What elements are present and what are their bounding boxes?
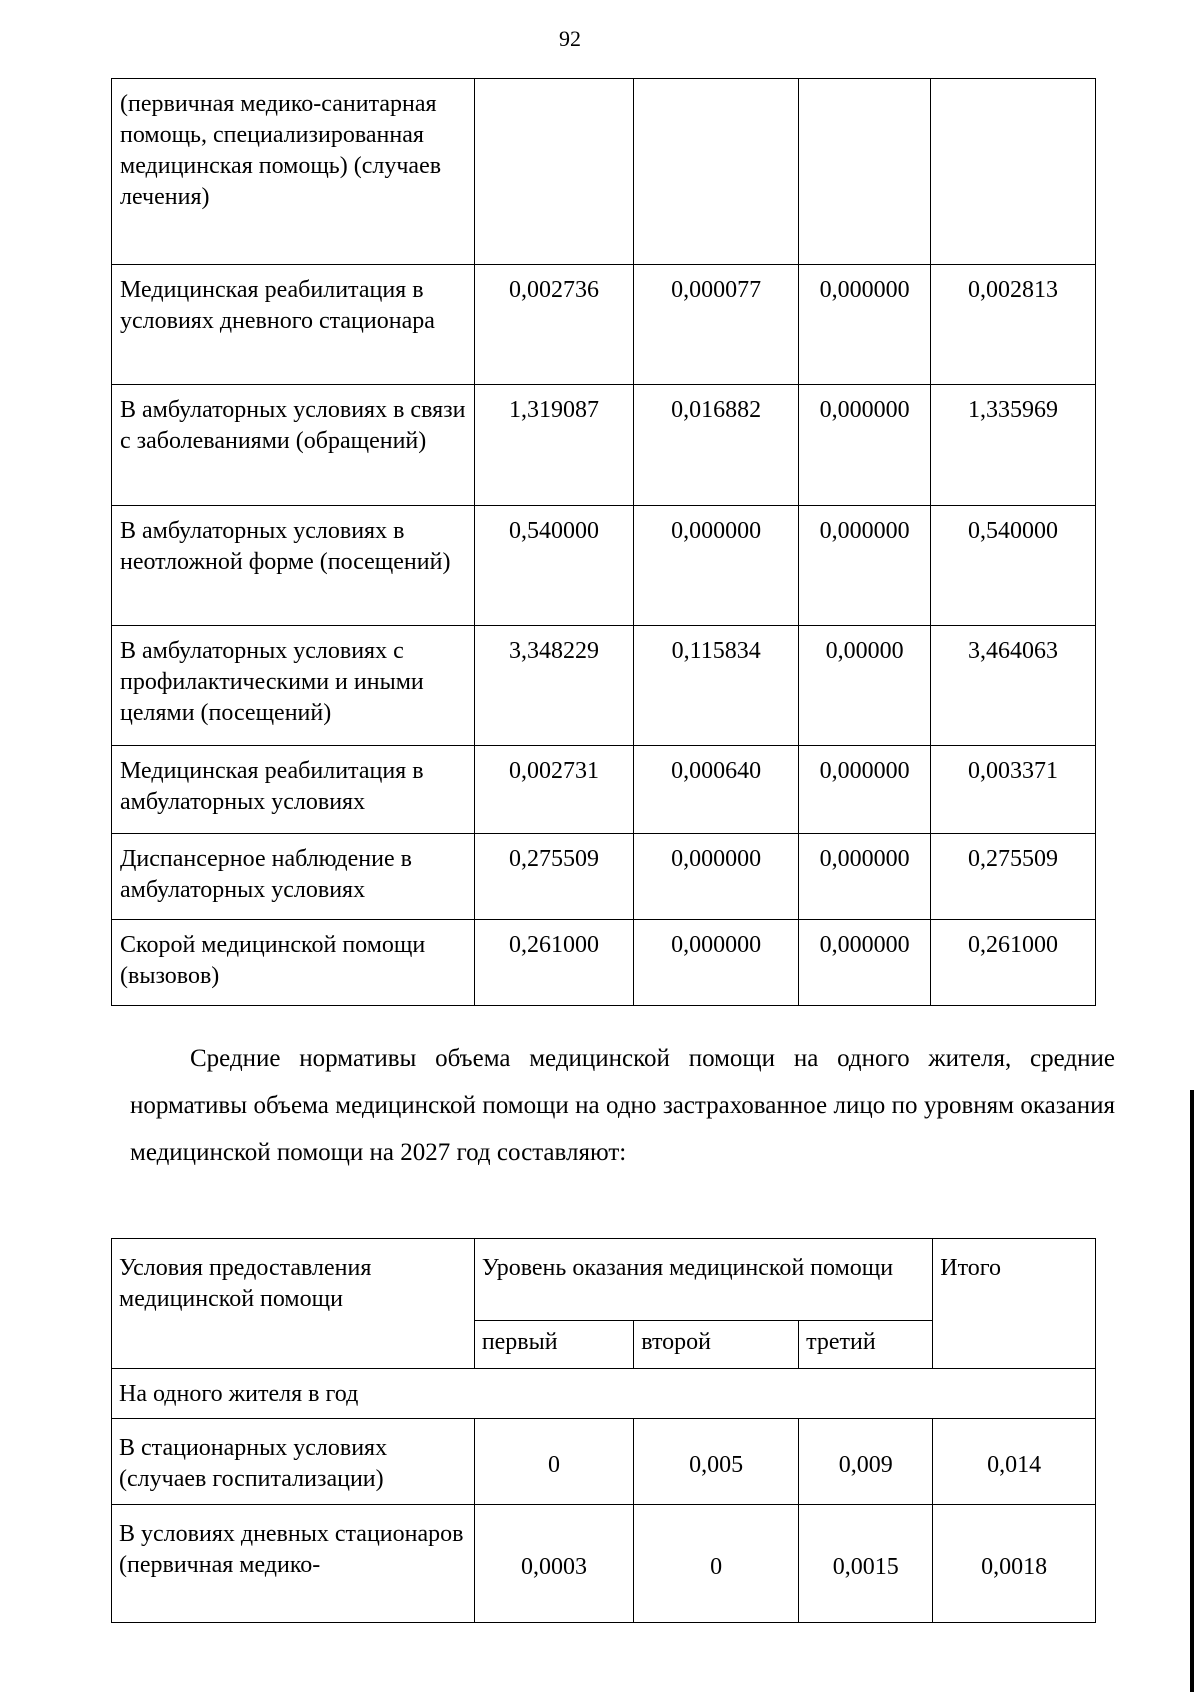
normatives-table-body <box>112 79 1096 1006</box>
value-total: 0,275509 <box>931 834 1096 920</box>
value-total: 0,261000 <box>931 920 1096 1006</box>
row-label: (первичная медико-санитарная помощь, специализированная медицинская помощь) (случаев лечения) <box>112 79 475 265</box>
value-third: 0,009 <box>799 1419 933 1505</box>
value-second: 0,000000 <box>634 506 799 626</box>
section-label: На одного жителя в год <box>112 1369 1096 1419</box>
table-row <box>112 920 1096 1006</box>
value-second: 0,016882 <box>634 385 799 506</box>
header-level: Уровень оказания медицинской помощи <box>474 1239 932 1321</box>
value-third: 0,000000 <box>799 385 931 506</box>
row-label: В условиях дневных стационаров (первичная медико- <box>112 1505 475 1623</box>
table-row <box>112 626 1096 746</box>
value-third: 0,000000 <box>799 265 931 385</box>
value-total: 1,335969 <box>931 385 1096 506</box>
value-second: 0,000000 <box>634 920 799 1006</box>
section-row <box>112 1369 1096 1419</box>
value-third: 0,0015 <box>799 1505 933 1623</box>
row-label: Диспансерное наблюдение в амбулаторных условиях <box>112 834 475 920</box>
table-row <box>112 1505 1096 1623</box>
table-row <box>112 834 1096 920</box>
header-level-first: первый <box>474 1321 633 1369</box>
value-total: 3,464063 <box>931 626 1096 746</box>
table-row <box>112 79 1096 265</box>
value-first: 1,319087 <box>474 385 633 506</box>
body-paragraph-text: Средние нормативы объема медицинской помощи на одного жителя, средние нормативы объема медицинской помощи на одно застрахованное лицо по уровням оказания медицинской помощи на 2027 год составляют: <box>130 1045 1115 1166</box>
header-conditions: Условия предоставления медицинской помощи <box>112 1239 475 1369</box>
value-first: 0,261000 <box>474 920 633 1006</box>
value-third: 0,000000 <box>799 920 931 1006</box>
table-row <box>112 1419 1096 1505</box>
normatives-table-continued <box>111 78 1096 1006</box>
normatives-2027-table <box>111 1238 1096 1623</box>
value-second: 0,000640 <box>634 746 799 834</box>
value-first: 3,348229 <box>474 626 633 746</box>
header-level-second: второй <box>634 1321 799 1369</box>
value-first: 0,540000 <box>474 506 633 626</box>
header-row <box>112 1239 1096 1321</box>
value-second: 0,000000 <box>634 834 799 920</box>
value-first: 0 <box>474 1419 633 1505</box>
scan-edge-line <box>1190 1090 1194 1692</box>
value-third: 0,000000 <box>799 746 931 834</box>
row-label: В амбулаторных условиях в связи с заболеваниями (обращений) <box>112 385 475 506</box>
row-label: В стационарных условиях (случаев госпитализации) <box>112 1419 475 1505</box>
table-row <box>112 506 1096 626</box>
value-first: 0,002736 <box>474 265 633 385</box>
value-first: 0,002731 <box>474 746 633 834</box>
value-first: 0,0003 <box>474 1505 633 1623</box>
row-label: Медицинская реабилитация в амбулаторных условиях <box>112 746 475 834</box>
value-second: 0,005 <box>634 1419 799 1505</box>
value-third: 0,000000 <box>799 834 931 920</box>
row-label: В амбулаторных условиях в неотложной форме (посещений) <box>112 506 475 626</box>
row-label: Медицинская реабилитация в условиях дневного стационара <box>112 265 475 385</box>
table-row <box>112 265 1096 385</box>
value-second: 0 <box>634 1505 799 1623</box>
value-second: 0,115834 <box>634 626 799 746</box>
value-third <box>799 79 931 265</box>
value-second: 0,000077 <box>634 265 799 385</box>
table-row <box>112 385 1096 506</box>
value-total: 0,003371 <box>931 746 1096 834</box>
value-total: 0,014 <box>933 1419 1096 1505</box>
table-row <box>112 746 1096 834</box>
value-total <box>931 79 1096 265</box>
value-total: 0,540000 <box>931 506 1096 626</box>
value-first: 0,275509 <box>474 834 633 920</box>
row-label: Скорой медицинской помощи (вызовов) <box>112 920 475 1006</box>
value-third: 0,00000 <box>799 626 931 746</box>
value-total: 0,0018 <box>933 1505 1096 1623</box>
page-number: 92 <box>559 26 581 51</box>
value-third: 0,000000 <box>799 506 931 626</box>
value-total: 0,002813 <box>931 265 1096 385</box>
header-level-third: третий <box>799 1321 933 1369</box>
header-total: Итого <box>933 1239 1096 1369</box>
value-second <box>634 79 799 265</box>
value-first <box>474 79 633 265</box>
body-paragraph <box>130 1035 1115 1176</box>
row-label: В амбулаторных условиях с профилактическими и иными целями (посещений) <box>112 626 475 746</box>
